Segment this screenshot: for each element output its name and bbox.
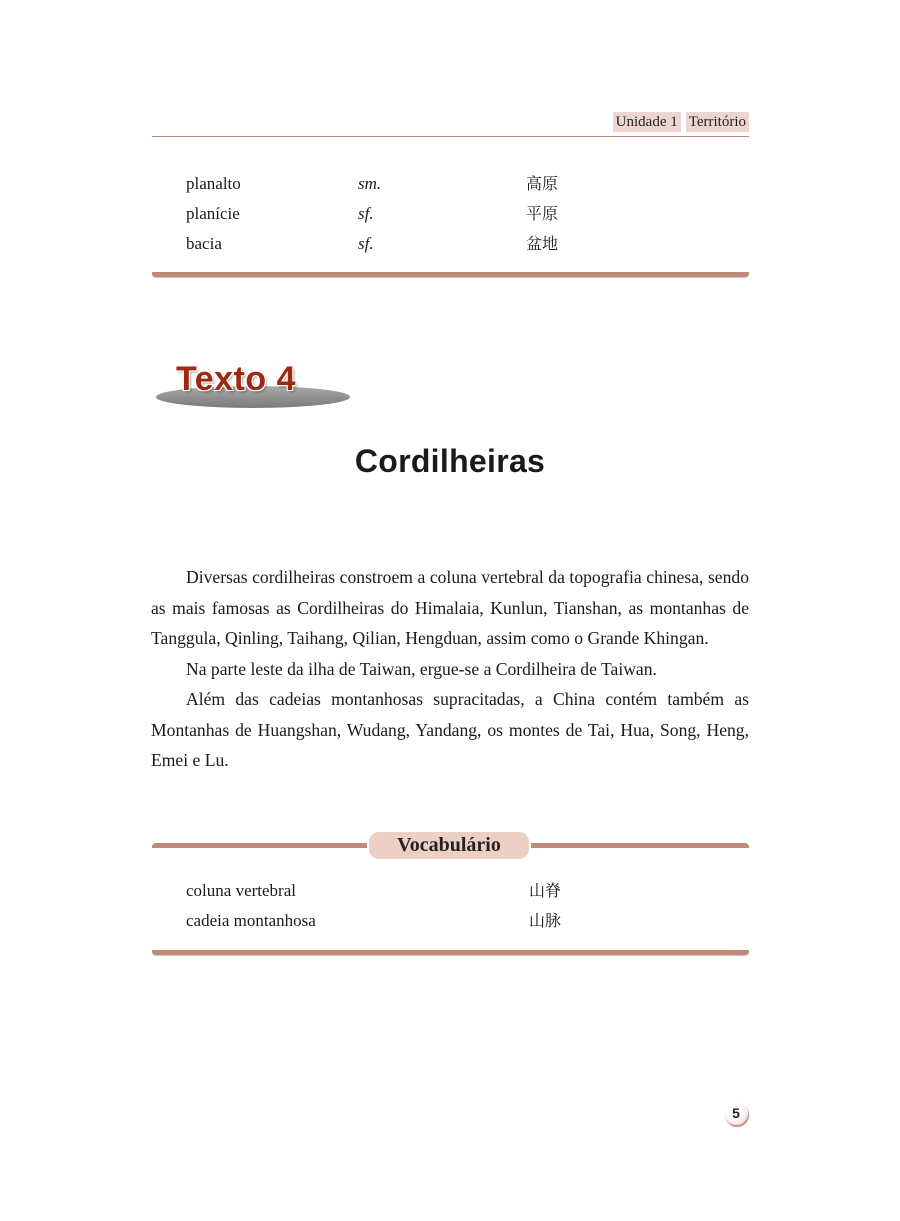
vocab-chinese: 山脉 [529,911,562,930]
unit-label: Unidade 1 [613,112,681,132]
paragraph: Na parte leste da ilha de Taiwan, ergue-se a Cordilheira de Taiwan. [186,658,657,679]
vocab-word: planície [186,204,240,223]
paragraph: Além das cadeias montanhosas supracitadas, a China contém também as Montanhas de Huangshan, Wudang, Yandang, os montes de Tai, Hua, Song, Heng, Emei e Lu. [151,689,749,770]
vocab-row [186,876,746,906]
vocab-gender: sf. [358,204,374,223]
page-header [152,110,749,137]
vocab-gender: sm. [358,174,382,193]
vocab-box-top-rule-left [152,843,367,848]
vocab-word: planalto [186,174,241,193]
section-badge [156,360,352,414]
vocab-chinese: 盆地 [526,234,559,253]
vocab-bottom-rule [152,272,749,277]
section-title: Cordilheiras [354,443,546,479]
vocab-gender: sf. [358,234,374,253]
topic-label: Território [686,112,749,132]
vocab-chinese: 平原 [526,204,559,223]
vocab-chinese: 高原 [526,174,559,193]
vocab-chinese: 山脊 [529,881,562,900]
page-number: 5 [724,1101,748,1125]
vocab-row [186,229,746,259]
vocab-row [186,906,746,936]
vocab-box-label: Vocabulário [369,832,529,859]
body-text [151,562,749,776]
vocab-row [186,169,746,199]
vocab-word: cadeia montanhosa [186,911,316,930]
vocab-box-bottom-rule [152,950,749,955]
badge-label: Texto 4 [176,360,297,398]
vocab-word: bacia [186,234,222,253]
vocab-box-top-rule-right [531,843,749,848]
header-tags [613,112,749,132]
vocab-word: coluna vertebral [186,881,296,900]
paragraph: Diversas cordilheiras constroem a coluna vertebral da topografia chinesa, sendo as mais famosas as Cordilheiras do Himalaia, Kunlun, Tianshan, as montanhas de Tanggula, Qinling, Taihang, Qilian, Hengduan, assim como o Grande Khingan. [151,567,749,648]
vocab-row [186,199,746,229]
header-rule [152,136,749,137]
